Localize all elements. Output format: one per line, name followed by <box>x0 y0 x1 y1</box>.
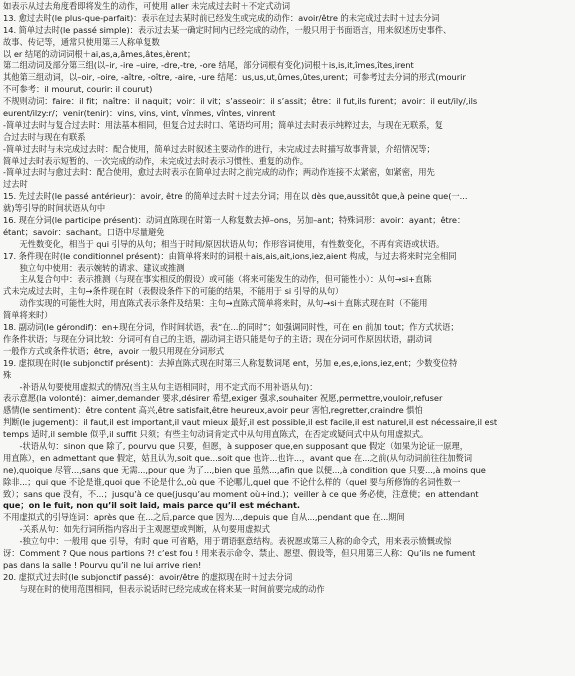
text-line: -状语从句：sinon que 除了, pourvu que 只要，但愿，à supposer que,en supposant que 假定（如果为论证一原理， <box>3 440 469 451</box>
text-line: 不用虚拟式的引导连词：après que 在...之后,parce que 因为...,depuis que 自从...,pendant que 在...期间 <box>3 512 405 523</box>
text-line: 除非...；qui que 不论是谁,quoi que 不论是什么,où que 不论哪儿,quel que 不论什么样的（quel 要与所修饰的名词性数一 <box>3 476 461 487</box>
text-line: ne),quoique 尽管...,sans que 无需...,pour que 为了...,bien que 虽然...,afin que 以便...,à condition que 只要...,à moins que <box>3 464 486 475</box>
text-line: 感情(le sentiment)：être content 高兴,être satisfait,être heureux,avoir peur 害怕,regretter,craindre 惧怕 <box>3 405 423 416</box>
text-line: -关系从句：如先行词所指内容出于主观愿望或判断，从句要用虚拟式 <box>3 524 270 535</box>
text-line: 14. 简单过去时(le passé simple)：表示过去某一确定时间内已经完成的动作，一般只用于书面语言，用来叙述历史事件、 <box>3 24 452 35</box>
text-line: 独立句中使用：表示婉转的请求、建议或推测 <box>3 262 185 273</box>
text-line: 不可参考：il mourut, courir: il courut) <box>3 84 153 95</box>
text-line: 式未完成过去时，主句→条件现在时（表假设条件下的可能的结果，不能用于 si 引导的从句） <box>3 286 344 297</box>
text-line: 不规则动词：faire：il fit；naître：il naquit；voir：il vit；s’asseoir：il s’assit；être：il fut,ils furent；avoir：il eut/ily/,ils <box>3 96 478 107</box>
text-line: -简单过去时与愈过去时：配合使用，愈过去时表示在简单过去时之前完成的动作；两动作连接不太紧密，如紧密，用先 <box>3 167 435 178</box>
text-line: 与现在时的使用范围相同，但表示说话时已经完成或在将来某一时间前要完成的动作 <box>3 583 325 594</box>
text-line: -独立句中：一般用 que 引导，有时 que 可省略，用于谓语驱意结构。表祝愿或第三人称的命令式，用来表示愤慨或惊 <box>3 536 452 547</box>
text-line: 致）；sans que 没有，不...；jusqu’à ce que(jusqu’au moment où+ind.)；veiller à ce que 务必使，注意使；en attendant <box>3 488 479 499</box>
text-line: 以 er 结尾的动词词根＋ai,as,a,âmes,âtes,èrent； <box>3 48 196 59</box>
text-line: eurent/ilzy:r/；venir(tenir)：vins, vins, vint, vînmes, vîntes, vinrent <box>3 108 276 119</box>
text-line: 讶：Comment ? Que nous partions ?! c’est fou ! 用来表示命令、禁止、愿望、假设等，但只用第三人称：Qu’ils ne fument <box>3 547 476 558</box>
text-line: 19. 虚拟现在时(le subjonctif présent)：去掉直陈式现在时第三人称复数词尾 ent，另加 e,es,e,ions,iez,ent；少数变位特 <box>3 357 458 368</box>
text-line: 15. 先过去时(le passé antérieur)：avoir, être 的简单过去时＋过去分词；用在以 dès que,aussitôt que,à peine que(一... <box>3 191 468 202</box>
text-line: 18. 副动词(le gérondif)：en+现在分词，作时间状语，表“在...的同时”；如强调同时性，可在 en 前加 tout；作方式状语； <box>3 322 459 333</box>
text-line: 主从复合句中：表示推测（与现在事实相反的假设）或可能（将来可能发生的动作，但可能性小）：从句→si+直陈 <box>3 274 432 285</box>
text-line: 16. 现在分词(le participe présent)：动词直陈现在时第一人称复数去掉–ons，另加–ant；特殊词形：avoir：ayant；être： <box>3 215 466 226</box>
text-line: 其他第三组动词，以–oir, -oire, -aître, -oître, -aire, -ure 结尾：us,us,ut,ûmes,ûtes,urent；可参考过去分词的形式(mourir <box>3 72 466 83</box>
text-line: 过去时 <box>3 179 28 190</box>
text-line: 简单过去时表示短暂的、一次完成的动作，未完成过去时表示习惯性、重复的动作。 <box>3 155 309 166</box>
text-line: 就)等引导的时间状语从句中 <box>3 203 106 214</box>
text-line: que；on le fuit, non qu’il soit laid, mais parce qu’il est méchant. <box>3 500 300 511</box>
text-line: -简单过去时与复合过去时：用法基本相同，但复合过去时口、笔语均可用；简单过去时表示纯粹过去，与现在无联系，复 <box>3 119 444 130</box>
text-line: -补语从句要使用虚拟式的情况(当主从句主语相同时，用不定式而不用补语从句)： <box>3 381 318 392</box>
text-line: 故事、传记等，通常只使用第三人称单复数 <box>3 36 160 47</box>
text-line: 简单将来时） <box>3 310 53 321</box>
text-line: 作条件状语；与现在分词比较：分词可有自己的主语，副动词主语只能是句子的主语；现在分词可作原因状语，副动词 <box>3 333 432 344</box>
text-line: pas dans la salle ! Pourvu qu’il ne lui arrive rien! <box>3 559 202 570</box>
text-line: 一般作方式或条件状语；être，avoir 一般只用现在分词形式 <box>3 345 225 356</box>
text-line: 动作实现的可能性大时，用直陈式表示条件及结果：主句→直陈式简单将来时，从句→si＋直陈式现在时（不能用 <box>3 298 428 309</box>
text-line: 20. 虚拟式过去时(le subjonctif passé)：avoir/être 的虚拟现在时＋过去分词 <box>3 571 293 582</box>
text-line: 合过去时与现在有联系 <box>3 131 86 142</box>
text-line: 殊 <box>3 369 12 380</box>
text-line: 13. 愈过去时(le plus-que-parfait)：表示在过去某时前已经发生或完成的动作：avoir/être 的未完成过去时＋过去分词 <box>3 12 440 23</box>
text-line: étant；savoir：sachant。口语中尽量避免 <box>3 226 165 237</box>
text-line: 第二组动词及部分第三组(以–ir, -ire –uire, -dre,-tre, -ore 结尾，部分词根有变化)词根＋is,is,it,îmes,îtes,irent <box>3 60 414 71</box>
text-line: 17. 条件现在时(le conditionnel présent)：由简单将来时的词根＋ais,ais,ait,ions,iez,aient 构成，与过去将来时完全相同 <box>3 250 457 261</box>
text-line: 表示意愿(la volonté)：aimer,demander 要求,désirer 希望,exiger 强求,souhaiter 祝愿,permettre,vouloir,refuser <box>3 393 443 404</box>
text-line: 如表示从过去角度看即将发生的动作，可使用 aller 未完成过去时＋不定式动词 <box>3 1 291 11</box>
text-line: temps 适时,il semble 似乎,il suffit 只须；有些主句动词肯定式中从句用直陈式，在否定或疑问式中从句用虚拟式。 <box>3 429 429 440</box>
text-line: 用直陈），en admettant que 假定，姑且认为,soit que...soit que 也许...也许...，avant que 在...之前(从句动词前往往加赘词 <box>3 452 473 463</box>
text-line: 判断(le jugement)：il faut,il est important,il vaut mieux 最好,il est possible,il est facile,il est naturel,il est nécessaire,il est <box>3 417 498 428</box>
text-line: 无性数变化，相当于 qui 引导的从句；相当于时间/原因状语从句；作形容词使用，有性数变化，不再有宾语或状语。 <box>3 238 445 249</box>
text-line: -简单过去时与未完成过去时：配合使用，简单过去时叙述主要动作的进行，未完成过去时描写故事背景，介绍情况等； <box>3 143 435 154</box>
